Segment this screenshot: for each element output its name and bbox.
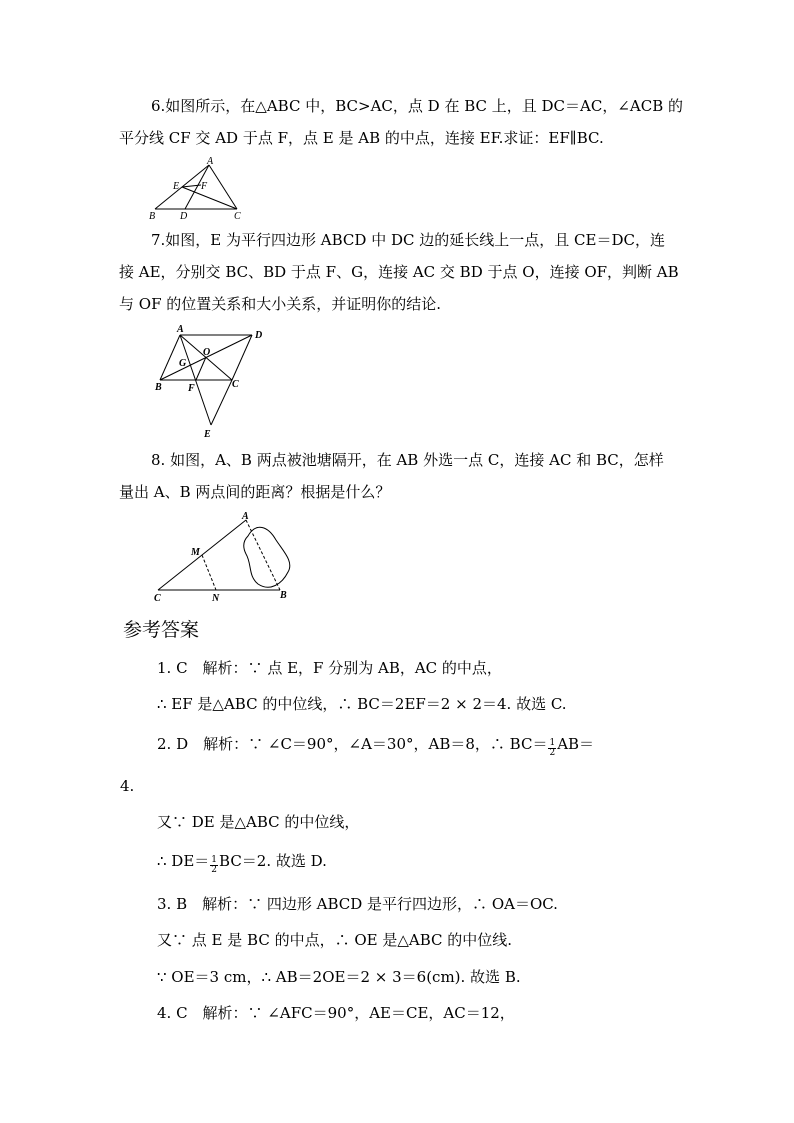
q8-line-2: 量出 A、B 两点间的距离？根据是什么？ <box>119 483 391 501</box>
answer-3-line-3: ∵ OE＝3 cm，∴ AB＝2OE＝2 × 3＝6(cm). 故选 B. <box>157 968 521 986</box>
q7-label-b: B <box>155 382 162 393</box>
answer-2-line-4-start: ∴ DE＝ <box>157 852 210 870</box>
answer-1-line-2: ∴ EF 是△ABC 的中位线，∴ BC＝2EF＝2 × 2＝4. 故选 C. <box>157 695 567 713</box>
q6-label-d: D <box>180 211 188 222</box>
answer-2-line-3: 又∵ DE 是△ABC 的中位线， <box>157 813 360 831</box>
fraction-denominator: 2 <box>549 748 556 758</box>
q7-line-1: 7.如图，E 为平行四边形 ABCD 中 DC 边的延长线上一点，且 CE＝DC，连 <box>151 231 665 249</box>
answer-2-line-1-start: 2. D 解析：∵ ∠C＝90°，∠A＝30°，AB＝8，∴ BC＝ <box>157 735 548 753</box>
q6-label-a: A <box>207 156 214 167</box>
q8-label-c: C <box>154 593 161 604</box>
answer-4-line-1: 4. C 解析：∵ ∠AFC＝90°，AE＝CE，AC＝12， <box>157 1004 515 1022</box>
answers-heading: 参考答案 <box>123 619 200 641</box>
q7-label-c: C <box>232 379 239 390</box>
q7-label-e: E <box>204 429 211 440</box>
q8-label-n: N <box>212 593 220 604</box>
q7-label-f: F <box>188 383 195 394</box>
answer-2-line-1 <box>157 734 594 758</box>
q6-label-c: C <box>234 211 241 222</box>
fraction-numerator-2: 1 <box>211 855 218 865</box>
fraction-denominator-2: 2 <box>211 865 218 875</box>
q8-pond-figure <box>148 510 298 605</box>
q8-line-1: 8. 如图，A、B 两点被池塘隔开，在 AB 外选一点 C，连接 AC 和 BC，怎样 <box>151 451 664 469</box>
q7-label-o: O <box>203 347 211 358</box>
answer-2-line-2: 4. <box>120 777 135 795</box>
q7-label-g: G <box>179 358 187 369</box>
q7-label-d: D <box>255 330 263 341</box>
q6-line-2: 平分线 CF 交 AD 于点 F，点 E 是 AB 的中点，连接 EF.求证：EF∥BC. <box>119 129 604 147</box>
q7-label-a: A <box>177 324 184 335</box>
answer-3-line-1: 3. B 解析：∵ 四边形 ABCD 是平行四边形，∴ OA＝OC. <box>157 895 558 913</box>
fraction-numerator: 1 <box>549 738 556 748</box>
answer-3-line-2: 又∵ 点 E 是 BC 的中点，∴ OE 是△ABC 的中位线. <box>157 931 513 949</box>
q6-label-e: E <box>173 181 180 192</box>
q8-label-b: B <box>280 590 287 601</box>
q6-label-b: B <box>149 211 156 222</box>
q7-parallelogram-figure <box>148 320 273 445</box>
answer-2-line-4-end: BC＝2. 故选 D. <box>219 852 327 870</box>
fraction-one-half <box>548 739 556 758</box>
fraction-one-half-2 <box>210 856 218 875</box>
q8-label-a: A <box>242 511 249 522</box>
q6-triangle-figure <box>145 155 255 225</box>
q7-line-2: 接 AE，分别交 BC、BD 于点 F、G，连接 AC 交 BD 于点 O，连接 OF，判断 AB <box>119 263 679 281</box>
q6-line-1: 6.如图所示，在△ABC 中，BC>AC，点 D 在 BC 上，且 DC＝AC，∠ACB 的 <box>151 97 684 115</box>
answer-2-line-1-end: AB＝ <box>557 735 595 753</box>
answer-2-line-4 <box>157 851 327 875</box>
q8-label-m: M <box>191 547 200 558</box>
q6-label-f: F <box>201 181 208 192</box>
answer-1-line-1: 1. C 解析：∵ 点 E，F 分别为 AB，AC 的中点， <box>157 659 502 677</box>
q7-line-3: 与 OF 的位置关系和大小关系，并证明你的结论. <box>119 295 442 313</box>
